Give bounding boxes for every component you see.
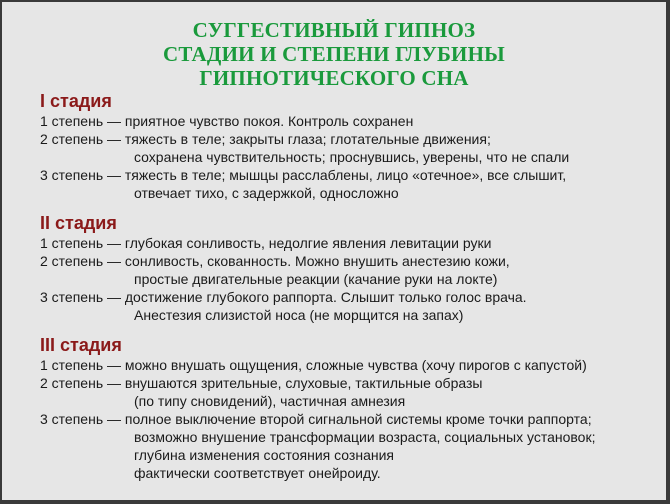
title-line-2: СТАДИИ И СТЕПЕНИ ГЛУБИНЫ bbox=[163, 42, 505, 66]
stage-1-degree-1: 1 степень — приятное чувство покоя. Контроль сохранен bbox=[40, 113, 414, 129]
stage-2-degree-1: 1 степень — глубокая сонливость, недолгие явления левитации руки bbox=[40, 235, 492, 251]
stage-3-degree-3-cont-3: фактически соответствует онейроиду. bbox=[134, 465, 381, 481]
title-line-1: СУГГЕСТИВНЫЙ ГИПНОЗ bbox=[192, 18, 476, 42]
stage-1-heading: I стадия bbox=[40, 91, 112, 111]
stage-3-degree-1: 1 степень — можно внушать ощущения, сложные чувства (хочу пирогов с капустой) bbox=[40, 357, 587, 373]
stage-2-degree-2-cont: простые двигательные реакции (качание руки на локте) bbox=[134, 271, 498, 287]
stage-3-degree-2-cont: (по типу сновидений), частичная амнезия bbox=[134, 393, 406, 409]
stage-3-heading: III стадия bbox=[40, 335, 122, 355]
stage-2-heading: II стадия bbox=[40, 213, 117, 233]
stage-3-degree-3-cont-1: возможно внушение трансформации возраста, социальных установок; bbox=[134, 429, 596, 445]
stage-2-degree-3: 3 степень — достижение глубокого раппорта. Слышит только голос врача. bbox=[40, 289, 527, 305]
stage-3-degree-3: 3 степень — полное выключение второй сигнальной системы кроме точки раппорта; bbox=[40, 411, 592, 427]
stage-3-degree-3-cont-2: глубина изменения состояния сознания bbox=[134, 447, 395, 463]
stage-1-degree-2-cont: сохранена чувствительность; проснувшись, уверены, что не спали bbox=[134, 149, 570, 165]
stage-2-degree-2: 2 степень — сонливость, скованность. Можно внушить анестезию кожи, bbox=[40, 253, 510, 269]
stage-2-degree-3-cont: Анестезия слизистой носа (не морщится на запах) bbox=[134, 307, 464, 323]
stage-1-degree-3-cont: отвечает тихо, с задержкой, односложно bbox=[134, 185, 399, 201]
stage-1-degree-2: 2 степень — тяжесть в теле; закрыты глаза; глотательные движения; bbox=[40, 131, 491, 147]
stage-3-degree-2: 2 степень — внушаются зрительные, слуховые, тактильные образы bbox=[40, 375, 483, 391]
stage-1-degree-3: 3 степень — тяжесть в теле; мышцы расслаблены, лицо «отечное», все слышит, bbox=[40, 167, 567, 183]
title-line-3: ГИПНОТИЧЕСКОГО СНА bbox=[199, 66, 469, 90]
